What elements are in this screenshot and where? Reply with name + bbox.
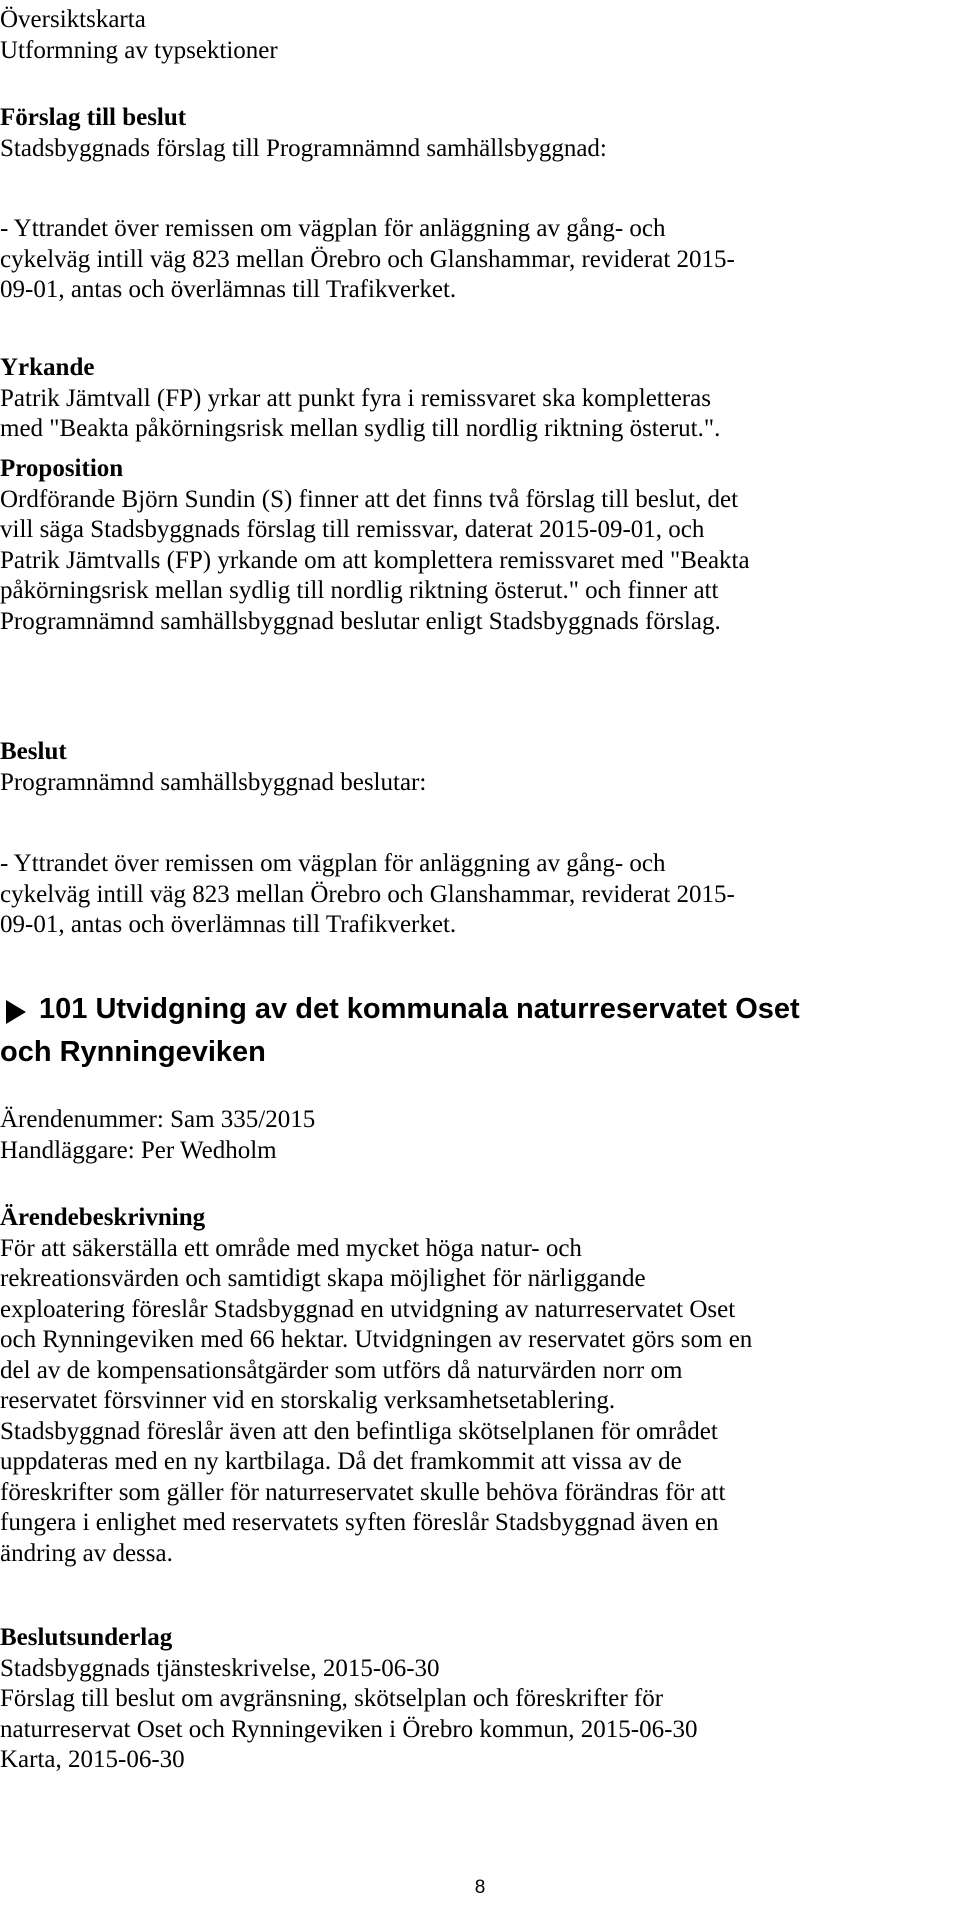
beslut-line: 09-01, antas och överlämnas till Trafikverket. (0, 911, 457, 938)
forslag-line: - Yttrandet över remissen om vägplan för anläggning av gång- och (0, 215, 666, 242)
forslag-line: 09-01, antas och överlämnas till Trafikverket. (0, 276, 457, 303)
yrkande-line: med "Beakta påkörningsrisk mellan sydlig till nordlig riktning österut.". (0, 415, 721, 442)
yrkande-section (0, 353, 952, 445)
beslut-body (0, 849, 952, 941)
arendebeskrivning-line: ändring av dessa. (0, 1539, 173, 1567)
arendebeskrivning-line: del av de kompensationsåtgärder som utförs då naturvärden norr om (0, 1356, 683, 1384)
beslut-heading: Beslut (0, 738, 67, 765)
proposition-heading: Proposition (0, 455, 124, 482)
yrkande-line: Patrik Jämtvall (FP) yrkar att punkt fyra i remissvaret ska kompletteras (0, 384, 711, 412)
proposition-line: Ordförande Björn Sundin (S) finner att det finns två förslag till beslut, det (0, 485, 739, 513)
beslutsunderlag-section (0, 1623, 952, 1776)
beslutsunderlag-line: Stadsbyggnads tjänsteskrivelse, 2015-06-30 (0, 1654, 440, 1682)
overview-line: Översiktskarta (0, 6, 146, 33)
overview-line: Utformning av typsektioner (0, 36, 278, 64)
overview-section (0, 5, 952, 66)
arendebeskrivning-heading: Ärendebeskrivning (0, 1204, 206, 1231)
arendebeskrivning-line: Stadsbyggnad föreslår även att den befintliga skötselplanen för området (0, 1417, 718, 1445)
beslutsunderlag-heading: Beslutsunderlag (0, 1624, 173, 1651)
item-title: och Rynningeviken (0, 1036, 266, 1068)
beslut-line: cykelväg intill väg 823 mellan Örebro och Glanshammar, reviderat 2015- (0, 880, 735, 908)
forslag-line: cykelväg intill väg 823 mellan Örebro och Glanshammar, reviderat 2015- (0, 245, 735, 273)
forslag-section (0, 103, 952, 164)
arendebeskrivning-section (0, 1203, 952, 1569)
forslag-body (0, 214, 952, 306)
proposition-line: vill säga Stadsbyggnads förslag till remissvar, daterat 2015-09-01, och (0, 516, 705, 543)
arendebeskrivning-line: För att säkerställa ett område med mycket höga natur- och (0, 1234, 582, 1262)
arendebeskrivning-line: och Rynningeviken med 66 hektar. Utvidgningen av reservatet görs som en (0, 1326, 753, 1353)
forslag-heading: Förslag till beslut (0, 104, 187, 131)
item-title: 101 Utvidgning av det kommunala naturreservatet Oset (39, 993, 800, 1025)
forslag-intro: Stadsbyggnads förslag till Programnämnd samhällsbyggnad: (0, 134, 607, 162)
beslut-section (0, 737, 952, 798)
arendebeskrivning-line: fungera i enlighet med reservatets syften föreslår Stadsbyggnad även en (0, 1509, 719, 1536)
beslutsunderlag-line: Karta, 2015-06-30 (0, 1746, 185, 1773)
arendebeskrivning-line: exploatering föreslår Stadsbyggnad en utvidgning av naturreservatet Oset (0, 1295, 736, 1323)
proposition-line: Programnämnd samhällsbyggnad beslutar enligt Stadsbyggnads förslag. (0, 607, 721, 635)
arendebeskrivning-line: föreskrifter som gäller för naturreservatet skulle behöva förändras för att (0, 1478, 726, 1506)
beslutsunderlag-line: Förslag till beslut om avgränsning, skötselplan och föreskrifter för (0, 1685, 664, 1712)
arrow-right-icon (2, 992, 30, 1032)
case-officer: Handläggare: Per Wedholm (0, 1136, 277, 1164)
page-number: 8 (474, 1877, 486, 1898)
beslut-line: - Yttrandet över remissen om vägplan för anläggning av gång- och (0, 850, 666, 877)
proposition-line: påkörningsrisk mellan sydlig till nordlig riktning österut." och finner att (0, 577, 719, 604)
case-number: Ärendenummer: Sam 335/2015 (0, 1106, 316, 1133)
beslutsunderlag-line: naturreservat Oset och Rynningeviken i Örebro kommun, 2015-06-30 (0, 1715, 698, 1743)
beslut-intro: Programnämnd samhällsbyggnad beslutar: (0, 768, 427, 796)
arendebeskrivning-line: reservatet försvinner vid en storskalig verksamhetsetablering. (0, 1387, 616, 1414)
arendebeskrivning-line: uppdateras med en ny kartbilaga. Då det framkommit att vissa av de (0, 1448, 682, 1475)
case-info (0, 1105, 952, 1166)
proposition-section (0, 454, 952, 637)
proposition-line: Patrik Jämtvalls (FP) yrkande om att komplettera remissvaret med "Beakta (0, 546, 750, 574)
item-heading (0, 988, 952, 1074)
arendebeskrivning-line: rekreationsvärden och samtidigt skapa möjlighet för närliggande (0, 1265, 646, 1292)
yrkande-heading: Yrkande (0, 354, 95, 381)
